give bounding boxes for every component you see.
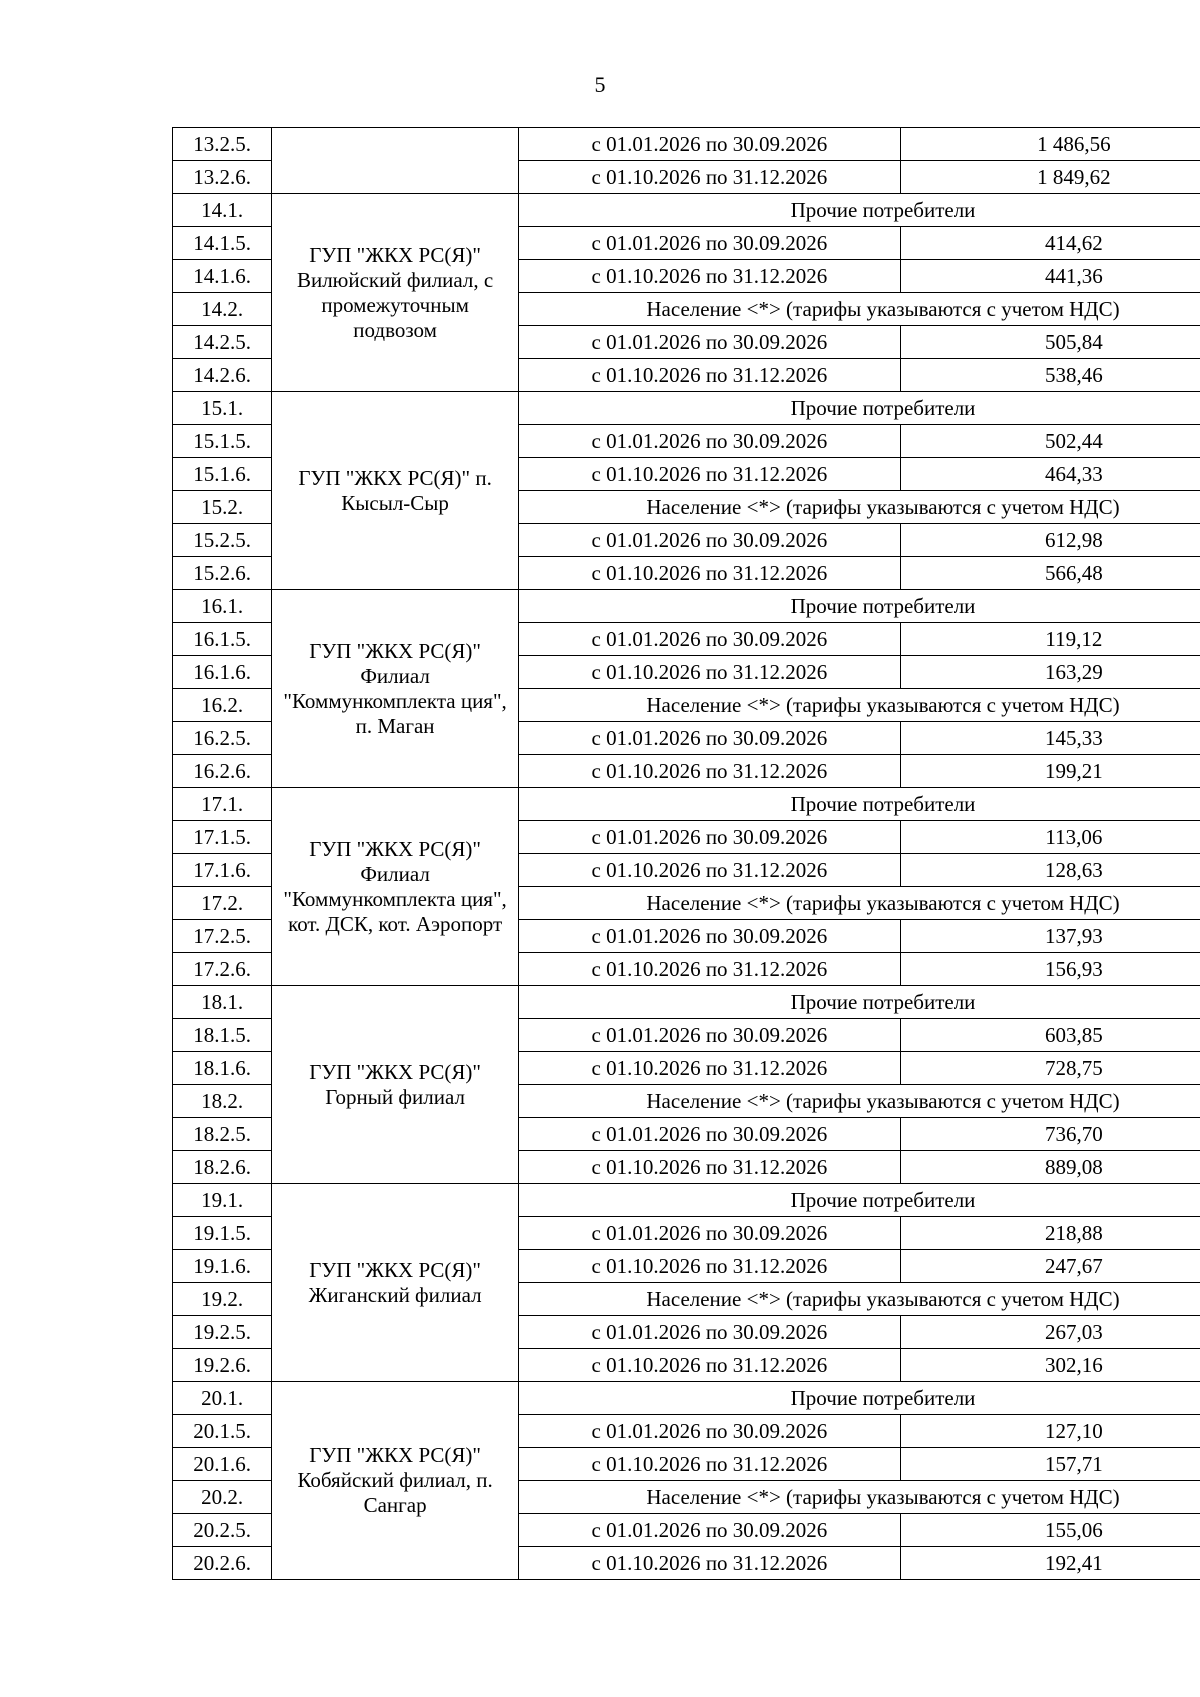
row-number-cell: 15.2.6. xyxy=(173,557,272,590)
tariff-value-cell: 247,67 xyxy=(900,1250,1200,1283)
tariff-value-cell: 157,71 xyxy=(900,1448,1200,1481)
tariff-value-cell: 538,46 xyxy=(900,359,1200,392)
period-cell: с 01.10.2026 по 31.12.2026 xyxy=(519,1547,901,1580)
tariff-value-cell: 502,44 xyxy=(900,425,1200,458)
row-number-cell: 18.2.5. xyxy=(173,1118,272,1151)
consumer-category-cell: Население <*> (тарифы указываются с учетом НДС) xyxy=(519,1085,1200,1118)
tariff-value-cell: 218,88 xyxy=(900,1217,1200,1250)
period-cell: с 01.10.2026 по 31.12.2026 xyxy=(519,557,901,590)
tariff-value-cell: 441,36 xyxy=(900,260,1200,293)
row-number-cell: 17.2. xyxy=(173,887,272,920)
tariff-value-cell: 1 849,62 xyxy=(900,161,1200,194)
period-cell: с 01.10.2026 по 31.12.2026 xyxy=(519,260,901,293)
period-cell: с 01.01.2026 по 30.09.2026 xyxy=(519,1316,901,1349)
period-cell: с 01.01.2026 по 30.09.2026 xyxy=(519,524,901,557)
tariff-value-cell: 728,75 xyxy=(900,1052,1200,1085)
row-number-cell: 20.1. xyxy=(173,1382,272,1415)
row-number-cell: 19.1.5. xyxy=(173,1217,272,1250)
tariff-value-cell: 137,93 xyxy=(900,920,1200,953)
row-number-cell: 16.2.5. xyxy=(173,722,272,755)
organization-cell: ГУП "ЖКХ РС(Я)" Филиал "Коммункомплекта ция", п. Маган xyxy=(272,590,519,788)
row-number-cell: 18.2. xyxy=(173,1085,272,1118)
section-header-row xyxy=(173,1382,1200,1415)
tariff-value-cell: 736,70 xyxy=(900,1118,1200,1151)
tariff-value-cell: 156,93 xyxy=(900,953,1200,986)
row-number-cell: 17.1.5. xyxy=(173,821,272,854)
section-header-row xyxy=(173,194,1200,227)
row-number-cell: 20.2.6. xyxy=(173,1547,272,1580)
period-cell: с 01.01.2026 по 30.09.2026 xyxy=(519,1019,901,1052)
row-number-cell: 19.2.6. xyxy=(173,1349,272,1382)
row-number-cell: 14.2.5. xyxy=(173,326,272,359)
consumer-category-cell: Прочие потребители xyxy=(519,1382,1200,1415)
row-number-cell: 18.1.5. xyxy=(173,1019,272,1052)
row-number-cell: 19.1.6. xyxy=(173,1250,272,1283)
row-number-cell: 16.2.6. xyxy=(173,755,272,788)
row-number-cell: 17.1.6. xyxy=(173,854,272,887)
period-cell: с 01.01.2026 по 30.09.2026 xyxy=(519,425,901,458)
consumer-category-cell: Население <*> (тарифы указываются с учетом НДС) xyxy=(519,887,1200,920)
period-cell: с 01.01.2026 по 30.09.2026 xyxy=(519,227,901,260)
organization-cell: ГУП "ЖКХ РС(Я)" п. Кысыл-Сыр xyxy=(272,392,519,590)
row-number-cell: 15.1. xyxy=(173,392,272,425)
period-cell: с 01.10.2026 по 31.12.2026 xyxy=(519,1448,901,1481)
period-cell: с 01.10.2026 по 31.12.2026 xyxy=(519,161,901,194)
row-number-cell: 18.1.6. xyxy=(173,1052,272,1085)
period-cell: с 01.10.2026 по 31.12.2026 xyxy=(519,755,901,788)
row-number-cell: 13.2.5. xyxy=(173,128,272,161)
period-cell: с 01.10.2026 по 31.12.2026 xyxy=(519,1052,901,1085)
section-header-row xyxy=(173,788,1200,821)
consumer-category-cell: Прочие потребители xyxy=(519,590,1200,623)
tariff-value-cell: 145,33 xyxy=(900,722,1200,755)
period-cell: с 01.10.2026 по 31.12.2026 xyxy=(519,953,901,986)
row-number-cell: 16.1.6. xyxy=(173,656,272,689)
consumer-category-cell: Население <*> (тарифы указываются с учетом НДС) xyxy=(519,1481,1200,1514)
period-cell: с 01.01.2026 по 30.09.2026 xyxy=(519,1217,901,1250)
row-number-cell: 14.1.6. xyxy=(173,260,272,293)
consumer-category-cell: Прочие потребители xyxy=(519,1184,1200,1217)
row-number-cell: 15.1.5. xyxy=(173,425,272,458)
tariff-value-cell: 113,06 xyxy=(900,821,1200,854)
consumer-category-cell: Население <*> (тарифы указываются с учетом НДС) xyxy=(519,293,1200,326)
period-cell: с 01.10.2026 по 31.12.2026 xyxy=(519,1250,901,1283)
period-cell: с 01.10.2026 по 31.12.2026 xyxy=(519,854,901,887)
tariff-value-cell: 1 486,56 xyxy=(900,128,1200,161)
organization-cell: ГУП "ЖКХ РС(Я)" Горный филиал xyxy=(272,986,519,1184)
period-cell: с 01.10.2026 по 31.12.2026 xyxy=(519,458,901,491)
page-number: 5 xyxy=(594,72,606,97)
row-number-cell: 16.1.5. xyxy=(173,623,272,656)
tariff-value-cell: 267,03 xyxy=(900,1316,1200,1349)
organization-cell: ГУП "ЖКХ РС(Я)" Кобяйский филиал, п. Сангар xyxy=(272,1382,519,1580)
row-number-cell: 14.2.6. xyxy=(173,359,272,392)
table-row xyxy=(173,128,1200,161)
period-cell: с 01.01.2026 по 30.09.2026 xyxy=(519,1514,901,1547)
row-number-cell: 20.1.5. xyxy=(173,1415,272,1448)
period-cell: с 01.01.2026 по 30.09.2026 xyxy=(519,821,901,854)
row-number-cell: 15.2. xyxy=(173,491,272,524)
period-cell: с 01.10.2026 по 31.12.2026 xyxy=(519,359,901,392)
consumer-category-cell: Прочие потребители xyxy=(519,392,1200,425)
organization-cell xyxy=(272,128,519,194)
organization-cell: ГУП "ЖКХ РС(Я)" Филиал "Коммункомплекта ция", кот. ДСК, кот. Аэропорт xyxy=(272,788,519,986)
consumer-category-cell: Население <*> (тарифы указываются с учетом НДС) xyxy=(519,689,1200,722)
period-cell: с 01.10.2026 по 31.12.2026 xyxy=(519,656,901,689)
row-number-cell: 18.1. xyxy=(173,986,272,1019)
row-number-cell: 14.1. xyxy=(173,194,272,227)
tariff-table-body xyxy=(173,128,1200,1580)
row-number-cell: 19.2.5. xyxy=(173,1316,272,1349)
period-cell: с 01.01.2026 по 30.09.2026 xyxy=(519,128,901,161)
row-number-cell: 19.1. xyxy=(173,1184,272,1217)
tariff-value-cell: 889,08 xyxy=(900,1151,1200,1184)
tariff-value-cell: 603,85 xyxy=(900,1019,1200,1052)
row-number-cell: 19.2. xyxy=(173,1283,272,1316)
period-cell: с 01.01.2026 по 30.09.2026 xyxy=(519,326,901,359)
period-cell: с 01.01.2026 по 30.09.2026 xyxy=(519,1118,901,1151)
tariff-value-cell: 192,41 xyxy=(900,1547,1200,1580)
row-number-cell: 20.2.5. xyxy=(173,1514,272,1547)
tariff-value-cell: 464,33 xyxy=(900,458,1200,491)
row-number-cell: 16.2. xyxy=(173,689,272,722)
tariff-value-cell: 127,10 xyxy=(900,1415,1200,1448)
period-cell: с 01.01.2026 по 30.09.2026 xyxy=(519,623,901,656)
row-number-cell: 17.2.6. xyxy=(173,953,272,986)
tariff-value-cell: 612,98 xyxy=(900,524,1200,557)
row-number-cell: 17.1. xyxy=(173,788,272,821)
row-number-cell: 14.2. xyxy=(173,293,272,326)
period-cell: с 01.10.2026 по 31.12.2026 xyxy=(519,1151,901,1184)
tariff-value-cell: 302,16 xyxy=(900,1349,1200,1382)
consumer-category-cell: Прочие потребители xyxy=(519,788,1200,821)
tariff-value-cell: 163,29 xyxy=(900,656,1200,689)
tariff-value-cell: 155,06 xyxy=(900,1514,1200,1547)
row-number-cell: 15.2.5. xyxy=(173,524,272,557)
row-number-cell: 17.2.5. xyxy=(173,920,272,953)
row-number-cell: 13.2.6. xyxy=(173,161,272,194)
consumer-category-cell: Население <*> (тарифы указываются с учетом НДС) xyxy=(519,1283,1200,1316)
consumer-category-cell: Население <*> (тарифы указываются с учетом НДС) xyxy=(519,491,1200,524)
tariff-value-cell: 414,62 xyxy=(900,227,1200,260)
tariff-value-cell: 505,84 xyxy=(900,326,1200,359)
section-header-row xyxy=(173,986,1200,1019)
tariff-value-cell: 128,63 xyxy=(900,854,1200,887)
period-cell: с 01.01.2026 по 30.09.2026 xyxy=(519,1415,901,1448)
tariff-table xyxy=(172,127,1200,1580)
row-number-cell: 20.1.6. xyxy=(173,1448,272,1481)
row-number-cell: 16.1. xyxy=(173,590,272,623)
row-number-cell: 14.1.5. xyxy=(173,227,272,260)
section-header-row xyxy=(173,392,1200,425)
tariff-value-cell: 566,48 xyxy=(900,557,1200,590)
period-cell: с 01.01.2026 по 30.09.2026 xyxy=(519,722,901,755)
section-header-row xyxy=(173,1184,1200,1217)
row-number-cell: 15.1.6. xyxy=(173,458,272,491)
consumer-category-cell: Прочие потребители xyxy=(519,194,1200,227)
organization-cell: ГУП "ЖКХ РС(Я)" Жиганский филиал xyxy=(272,1184,519,1382)
consumer-category-cell: Прочие потребители xyxy=(519,986,1200,1019)
section-header-row xyxy=(173,590,1200,623)
row-number-cell: 20.2. xyxy=(173,1481,272,1514)
tariff-value-cell: 119,12 xyxy=(900,623,1200,656)
tariff-value-cell: 199,21 xyxy=(900,755,1200,788)
period-cell: с 01.10.2026 по 31.12.2026 xyxy=(519,1349,901,1382)
row-number-cell: 18.2.6. xyxy=(173,1151,272,1184)
period-cell: с 01.01.2026 по 30.09.2026 xyxy=(519,920,901,953)
organization-cell: ГУП "ЖКХ РС(Я)" Вилюйский филиал, с промежуточным подвозом xyxy=(272,194,519,392)
